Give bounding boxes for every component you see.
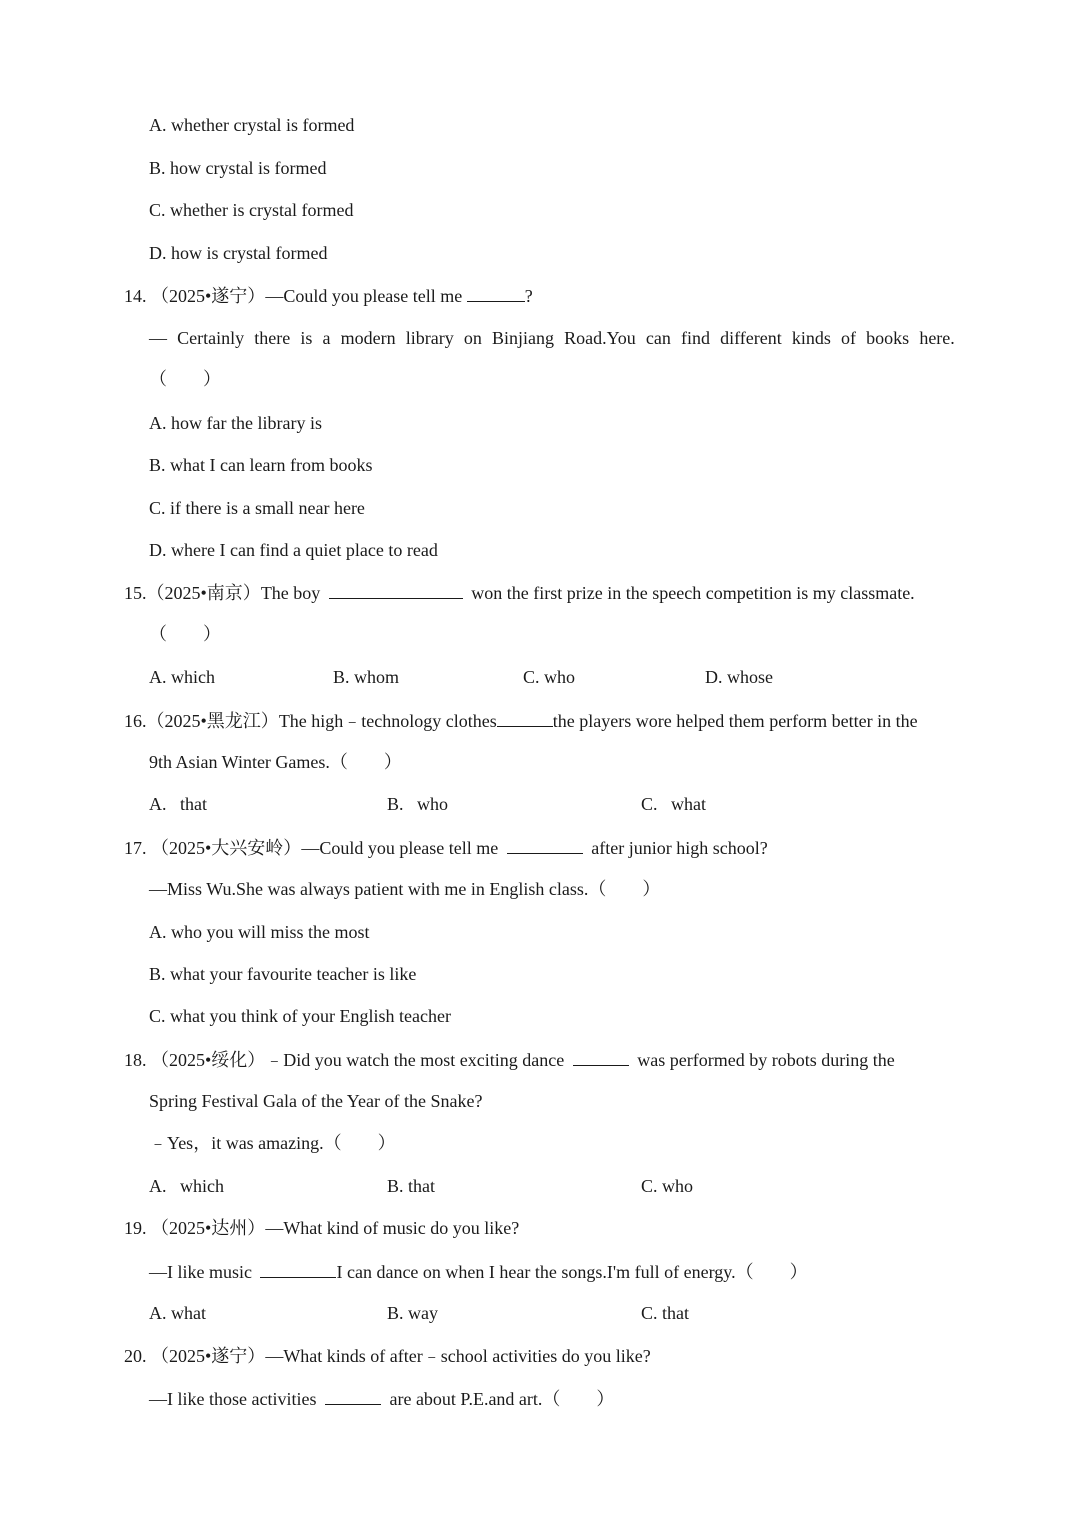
q13-option-b: B. how crystal is formed bbox=[149, 158, 327, 178]
q16-option-b: B. who bbox=[387, 794, 449, 814]
question-number: 18. bbox=[124, 1050, 147, 1070]
q14-stem: 14. （2025•遂宁）—Could you please tell me ? bbox=[124, 286, 533, 306]
q19-options-row bbox=[0, 1302, 1080, 1324]
q15-answer-paren: （ ） bbox=[149, 624, 221, 644]
q15-stem: 15.（2025•南京）The boy won the first prize in the speech competition is my classmate. bbox=[124, 583, 915, 603]
q16-stem-cont: 9th Asian Winter Games.（ ） bbox=[149, 752, 402, 772]
q15-option-b: B. whom bbox=[333, 667, 400, 687]
q19-reply: —I like music I can dance on when I hear the songs.I'm full of energy.（ ） bbox=[149, 1262, 808, 1282]
q15-options-row bbox=[0, 666, 1080, 688]
answer-blank bbox=[329, 581, 463, 599]
q16-stem: 16.（2025•黑龙江）The high﹣technology clothes the players wore helped them perform better in the bbox=[124, 711, 918, 731]
q18-stem-cont: Spring Festival Gala of the Year of the Snake? bbox=[149, 1091, 483, 1111]
q18-options-row bbox=[0, 1175, 1080, 1197]
q13-option-d: D. how is crystal formed bbox=[149, 243, 328, 263]
q17-option-a: A. who you will miss the most bbox=[149, 922, 370, 942]
question-number: 19. bbox=[124, 1218, 147, 1238]
answer-blank bbox=[467, 284, 525, 302]
q19-option-a: A. what bbox=[149, 1303, 206, 1323]
q14-option-d: D. where I can find a quiet place to read bbox=[149, 540, 438, 560]
answer-blank bbox=[325, 1387, 381, 1405]
q18-option-b: B. that bbox=[387, 1176, 436, 1196]
q14-option-a: A. how far the library is bbox=[149, 413, 322, 433]
q19-option-c: C. that bbox=[641, 1303, 690, 1323]
question-number: 15. bbox=[124, 583, 147, 603]
question-source: （2025•黑龙江） bbox=[146, 711, 279, 731]
q14-option-b: B. what I can learn from books bbox=[149, 455, 373, 475]
question-source: （2025•绥化） bbox=[151, 1050, 266, 1070]
q15-option-d: D. whose bbox=[705, 667, 773, 687]
question-source: （2025•大兴安岭） bbox=[151, 838, 302, 858]
q17-stem: 17. （2025•大兴安岭）—Could you please tell me after junior high school? bbox=[124, 838, 768, 858]
q14-reply: — Certainly there is a modern library on Binjiang Road.You can find different kinds of books here. bbox=[149, 328, 955, 348]
question-number: 17. bbox=[124, 838, 147, 858]
q20-stem: 20. （2025•遂宁）—What kinds of after﹣school activities do you like? bbox=[124, 1346, 651, 1366]
q17-reply: —Miss Wu.She was always patient with me in English class.（ ） bbox=[149, 879, 661, 899]
question-source: （2025•达州） bbox=[151, 1218, 266, 1238]
question-number: 16. bbox=[124, 711, 147, 731]
q15-option-c: C. who bbox=[523, 667, 576, 687]
q18-stem: 18. （2025•绥化）﹣Did you watch the most exciting dance was performed by robots during the bbox=[124, 1050, 895, 1070]
q14-option-c: C. if there is a small near here bbox=[149, 498, 365, 518]
answer-blank bbox=[573, 1048, 629, 1066]
q19-option-b: B. way bbox=[387, 1303, 439, 1323]
question-source: （2025•遂宁） bbox=[151, 286, 266, 306]
q18-option-a: A. which bbox=[149, 1176, 224, 1196]
question-number: 14. bbox=[124, 286, 147, 306]
question-number: 20. bbox=[124, 1346, 147, 1366]
q13-option-c: C. whether is crystal formed bbox=[149, 200, 354, 220]
q17-option-b: B. what your favourite teacher is like bbox=[149, 964, 417, 984]
q15-option-a: A. which bbox=[149, 667, 215, 687]
q16-option-c: C. what bbox=[641, 794, 707, 814]
q14-answer-paren: （ ） bbox=[149, 369, 221, 389]
answer-blank bbox=[507, 836, 583, 854]
question-source: （2025•遂宁） bbox=[151, 1346, 266, 1366]
q17-option-c: C. what you think of your English teacher bbox=[149, 1006, 451, 1026]
answer-blank bbox=[497, 709, 553, 727]
q18-reply: ﹣Yes，it was amazing.（ ） bbox=[149, 1133, 396, 1153]
question-source: （2025•南京） bbox=[146, 583, 261, 603]
q19-stem: 19. （2025•达州）—What kind of music do you like? bbox=[124, 1218, 520, 1238]
q16-options-row bbox=[0, 793, 1080, 815]
q16-option-a: A. that bbox=[149, 794, 207, 814]
q18-option-c: C. who bbox=[641, 1176, 694, 1196]
q13-option-a: A. whether crystal is formed bbox=[149, 115, 355, 135]
q20-reply: —I like those activities are about P.E.and art.（ ） bbox=[149, 1389, 615, 1409]
answer-blank bbox=[260, 1260, 336, 1278]
